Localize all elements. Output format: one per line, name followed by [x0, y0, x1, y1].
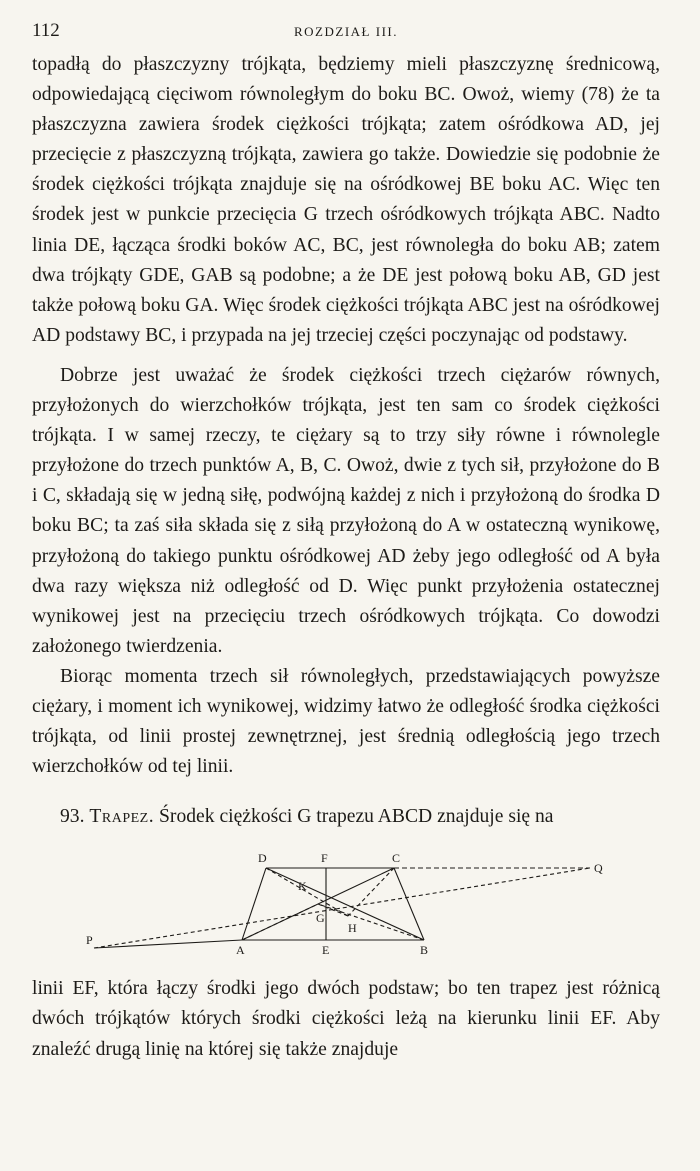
construction-line-4	[348, 868, 394, 916]
diagonal-bd-line	[266, 868, 424, 940]
leg-ad-line	[242, 868, 266, 940]
paragraph-2: Dobrze jest uważać że środek ciężkości trzech ciężarów równych, przyłożonych do wierzchołków trójkąta, jest ten sam co środek ciężkości trójkąta. I w samej rzeczy, te ciężary są to trzy siły równe i równolegle przyłożone do trzech punktów A, B, C. Owoż, dwie z tych sił, przyłożone do B i C, składają się w jedną siłę, podwójną każdej z nich i przyłożoną do środka D boku BC; ta zaś siła składa się z siłą przyłożoną do A w ostateczną wynikowę, przyłożoną do takiego punktu ośródkowej AD żeby jego odległość od A była dwa razy większa niż odległość od D. Więc punkt przyłożenia ostatecznej wynikowej jest na przecięciu trzech ośródkowych trójkąta. Co dowodzi założonego twierdzenia.	[32, 364, 660, 657]
page-header	[32, 14, 660, 50]
trapezoid-diagram	[32, 832, 660, 974]
section-title: Trapez.	[89, 806, 155, 828]
section-text: Środek ciężkości G trapezu ABCD znajduje się na	[159, 806, 554, 828]
label-k: K	[298, 879, 307, 894]
label-b: B	[420, 943, 429, 958]
trapezoid-figure	[32, 832, 660, 974]
label-d: D	[258, 851, 267, 866]
section-number: 93.	[60, 806, 85, 828]
label-h: H	[348, 921, 357, 936]
label-c: C	[392, 851, 401, 866]
section-93	[32, 802, 660, 832]
construction-line-3	[318, 904, 424, 940]
leg-bc-line	[394, 868, 424, 940]
label-q: Q	[594, 861, 603, 876]
label-g: G	[316, 911, 325, 926]
label-p: P	[86, 933, 93, 948]
page	[32, 14, 660, 1065]
final-paragraph: linii EF, która łączy środki jego dwóch podstaw; bo ten trapez jest różnicą dwóch trójkątów których środki ciężkości leżą na kierunku linii EF. Aby znaleźć drugą linię na której się także znajduje	[32, 978, 660, 1060]
label-f: F	[321, 851, 328, 866]
label-e: E	[322, 943, 330, 958]
label-a: A	[236, 943, 245, 958]
construction-line-pq	[94, 868, 590, 948]
running-head: ROZDZIAŁ III.	[294, 24, 398, 39]
paragraph-1: topadłą do płaszczyzny trójkąta, będziemy mieli płaszczyznę średnicową, odpowiedającą cięciwom równoległym do boku BC. Owoż, wiemy (78) że ta płaszczyzna zawiera środek ciężkości trójkąta; zatem ośródkowa AD, jej przecięcie z płaszczyzną trójkąta, zawiera go także. Dowiedzie się podobnie że środek ciężkości trójkąta znajduje się na ośródkowej BE boku AC. Więc ten środek jest w punkcie przecięcia G trzech ośródkowych trójkąta ABC. Nadto linia DE, łącząca środki boków AC, BC, jest równoległa do boku AB; zatem dwa trójkąty GDE, GAB są podobne; a że DE jest połową boku AB, GD jest także połową boku GA. Więc środek ciężkości trójkąta ABC jest na ośródkowej AD podstawy BC, i przypada na jej trzeciej części poczynając od podstawy.	[32, 54, 660, 346]
page-number: 112	[32, 20, 60, 41]
paragraph-3: Biorąc momenta trzech sił równoległych, przedstawiających powyższe ciężary, i moment ich wynikowej, widzimy łatwo że odległość środka ciężkości trójkąta, od linii prostej zewnętrznej, jest średnią odległością jego trzech wierzchołków od tej linii.	[32, 665, 660, 778]
